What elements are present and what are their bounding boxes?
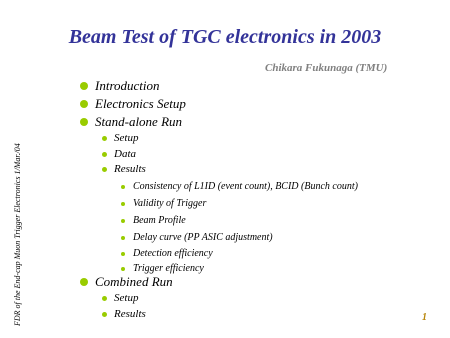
outline-item-label: Delay curve (PP ASIC adjustment) — [133, 232, 273, 243]
outline-item-label: Results — [114, 308, 146, 320]
bullet-icon — [121, 252, 125, 256]
outline-subsubitem — [133, 181, 358, 192]
outline-item-label: Consistency of L1ID (event count), BCID (Bunch count) — [133, 181, 358, 192]
bullet-icon — [102, 167, 107, 172]
bullet-icon — [80, 82, 88, 90]
outline-subsubitem — [133, 263, 204, 274]
outline-item — [95, 114, 182, 130]
outline-item-label: Detection efficiency — [133, 248, 213, 259]
bullet-icon — [102, 152, 107, 157]
bullet-icon — [121, 202, 125, 206]
outline-item-label: Trigger efficiency — [133, 263, 204, 274]
outline-item — [95, 78, 160, 94]
outline-item-label: Stand-alone Run — [95, 114, 183, 129]
bullet-icon — [102, 296, 107, 301]
outline-subsubitem — [133, 248, 213, 259]
outline-item-label: Results — [114, 163, 146, 175]
bullet-icon — [121, 267, 125, 271]
outline-item-label: Introduction — [95, 78, 160, 93]
bullet-icon — [80, 278, 88, 286]
bullet-icon — [102, 136, 107, 141]
outline-item — [95, 96, 186, 112]
bullet-icon — [121, 185, 125, 189]
side-footer-text: FDR of the End-cap Muon Trigger Electronics 1/Mar./04 — [13, 143, 22, 326]
outline-item-label: Setup — [114, 132, 139, 144]
outline-item-label: Data — [114, 148, 136, 160]
outline-item-label: Combined Run — [95, 274, 173, 289]
outline-subsubitem — [133, 198, 206, 209]
outline-subitem — [114, 308, 146, 320]
slide-title: Beam Test of TGC electronics in 2003 — [68, 26, 382, 48]
outline-item — [95, 274, 173, 290]
outline-item-label: Validity of Trigger — [133, 198, 207, 209]
bullet-icon — [121, 219, 125, 223]
page-number: 1 — [422, 312, 427, 323]
author-name: Chikara Fukunaga (TMU) — [265, 62, 388, 74]
outline-subsubitem — [133, 232, 273, 243]
bullet-icon — [80, 100, 88, 108]
outline-subsubitem — [133, 215, 186, 226]
outline-item-label: Electronics Setup — [95, 96, 186, 111]
outline-item-label: Beam Profile — [133, 215, 186, 226]
outline-item-label: Setup — [114, 292, 139, 304]
outline-subitem — [114, 132, 138, 144]
bullet-icon — [102, 312, 107, 317]
outline-subitem — [114, 148, 136, 160]
bullet-icon — [80, 118, 88, 126]
outline-subitem — [114, 163, 146, 175]
bullet-icon — [121, 236, 125, 240]
outline-subitem — [114, 292, 138, 304]
